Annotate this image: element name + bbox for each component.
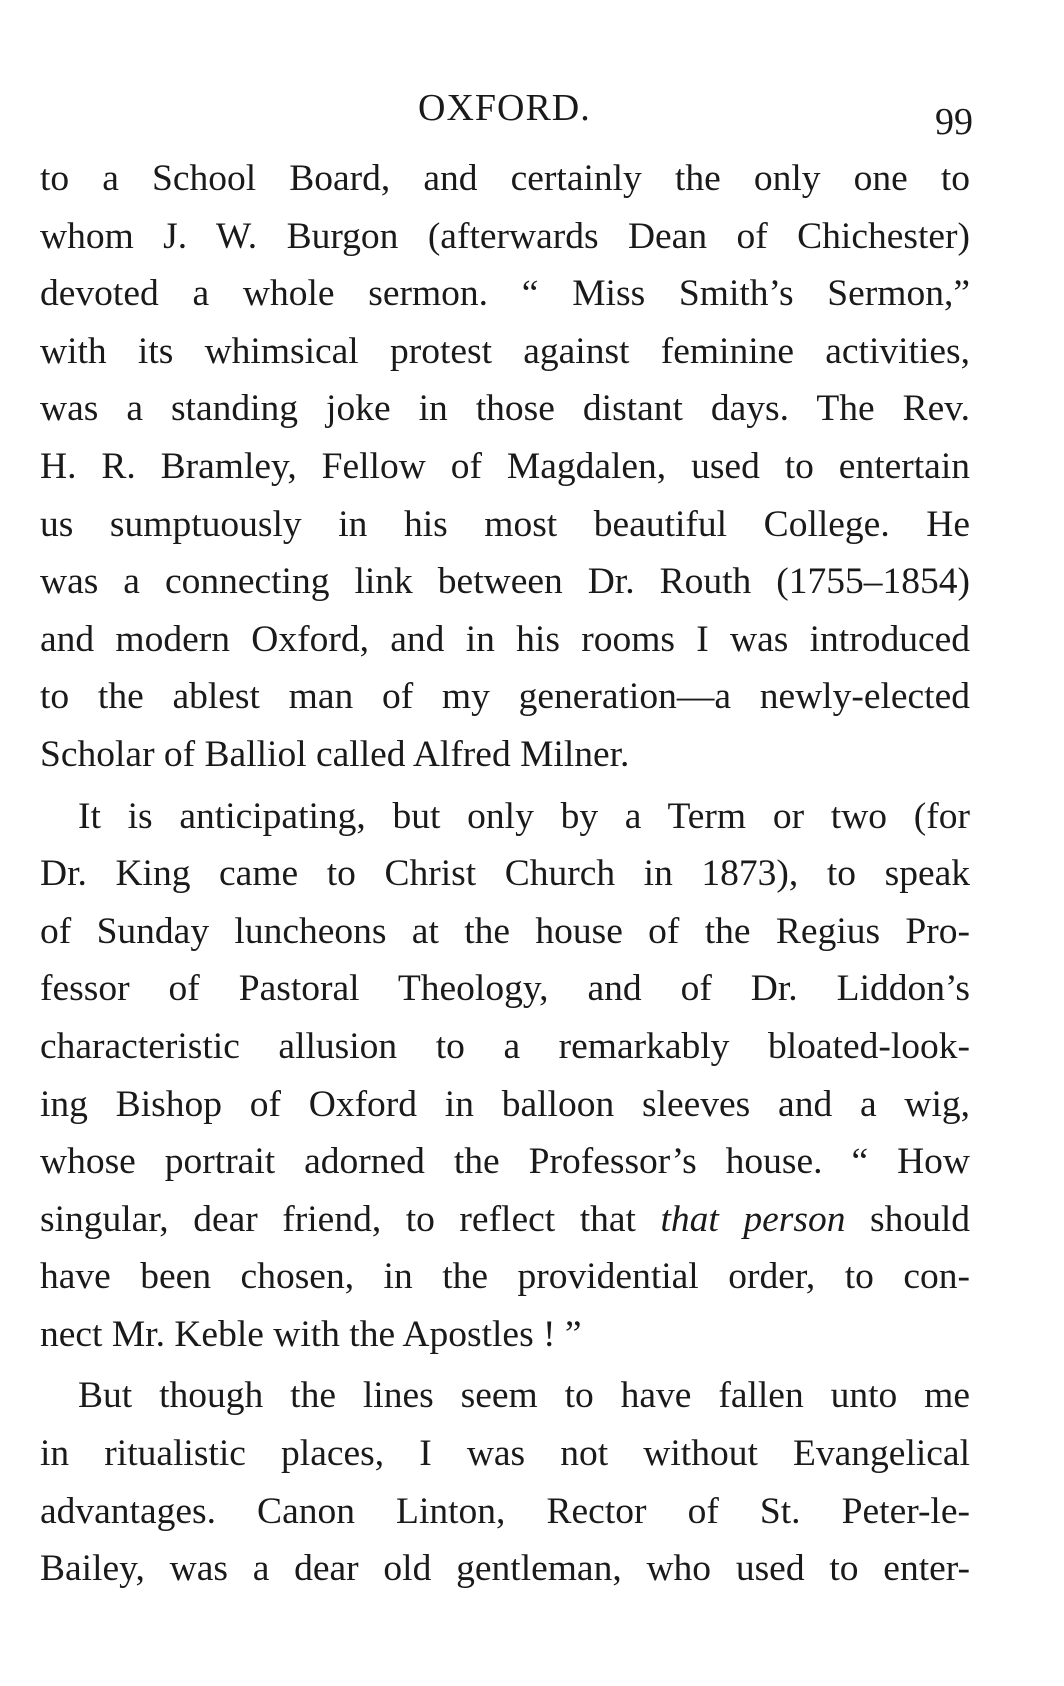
text-line: advantages. Canon Linton, Rector of St. Peter-le- <box>40 1490 970 1532</box>
text-line: Bailey, was a dear old gentleman, who used to enter- <box>40 1548 970 1590</box>
text-segment: should <box>845 1198 971 1240</box>
paragraph-1 <box>40 150 970 784</box>
chapter-title: OXFORD. <box>418 87 591 129</box>
text-line: was a connecting link between Dr. Routh (1755–1854) <box>40 561 970 603</box>
text-line: of Sunday luncheons at the house of the Regius Pro- <box>40 910 970 952</box>
page-number: 99 <box>935 101 973 143</box>
text-line: devoted a whole sermon. “ Miss Smith’s Sermon,” <box>40 273 970 315</box>
text-line: whom J. W. Burgon (afterwards Dean of Chichester) <box>40 215 970 257</box>
text-line: in ritualistic places, I was not without Evangelical <box>40 1433 970 1475</box>
text-line: to the ablest man of my generation—a newly-elected <box>40 676 970 718</box>
text-line: characteristic allusion to a remarkably bloated-look- <box>40 1025 970 1067</box>
text-line-with-italic <box>40 1191 970 1249</box>
body-text <box>40 150 970 1598</box>
running-head <box>0 84 1064 144</box>
text-line: But though the lines seem to have fallen unto me <box>78 1375 970 1417</box>
text-line: whose portrait adorned the Professor’s house. “ How <box>40 1141 970 1183</box>
italic-phrase: that person <box>660 1198 846 1240</box>
text-line: Scholar of Balliol called Alfred Milner. <box>40 733 630 775</box>
text-line: H. R. Bramley, Fellow of Magdalen, used to entertain <box>40 445 970 487</box>
text-line: Dr. King came to Christ Church in 1873), to speak <box>40 853 970 895</box>
text-line: fessor of Pastoral Theology, and of Dr. Liddon’s <box>40 968 970 1010</box>
text-line: nect Mr. Keble with the Apostles ! ” <box>40 1313 582 1355</box>
text-line: ing Bishop of Oxford in balloon sleeves and a wig, <box>40 1083 970 1125</box>
text-segment: singular, dear friend, to reflect that <box>40 1198 661 1240</box>
text-line: us sumptuously in his most beautiful College. He <box>40 503 970 545</box>
text-line: have been chosen, in the providential order, to con- <box>40 1256 970 1298</box>
paragraph-3 <box>40 1367 970 1597</box>
text-line: and modern Oxford, and in his rooms I was introduced <box>40 618 970 660</box>
paragraph-2 <box>40 788 970 1364</box>
text-line: was a standing joke in those distant days. The Rev. <box>40 388 970 430</box>
text-line: with its whimsical protest against feminine activities, <box>40 330 970 372</box>
text-line: to a School Board, and certainly the only one to <box>40 158 970 199</box>
text-line: It is anticipating, but only by a Term or two (for <box>78 795 970 837</box>
